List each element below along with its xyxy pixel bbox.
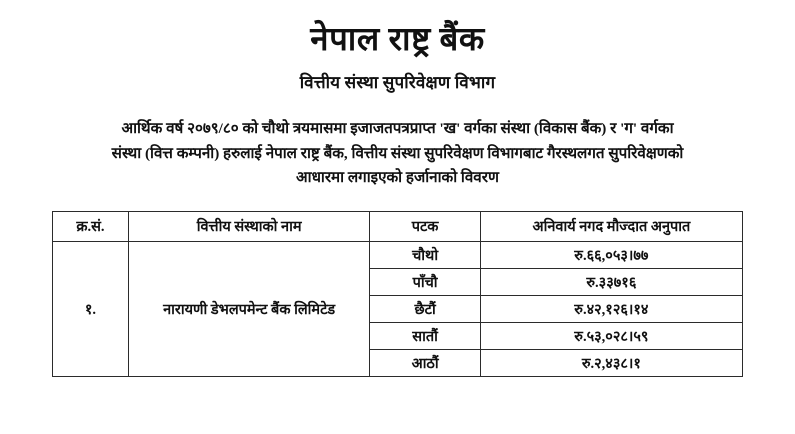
- table-header-row: [53, 211, 743, 241]
- subject-line-3: आधारमा लगाइएको हर्जानाको विवरण: [296, 169, 499, 187]
- column-header-crr: अनिवार्य नगद मौज्दात अनुपात: [480, 211, 742, 241]
- penalty-table-container: [28, 211, 767, 377]
- cell-round: पाँचौ: [370, 268, 480, 295]
- cell-amount: रु.३३७१६: [480, 268, 742, 295]
- column-header-institution: वित्तीय संस्थाको नाम: [128, 211, 370, 241]
- organization-title: नेपाल राष्ट्र बैंक: [310, 22, 485, 58]
- department-title: वित्तीय संस्था सुपरिवेक्षण विभाग: [299, 72, 496, 92]
- cell-round: सातौं: [370, 322, 480, 349]
- cell-amount: रु.४२,१२६।१४: [480, 295, 742, 322]
- column-header-serial: क्र.सं.: [53, 211, 129, 241]
- subject-line-2: संस्था (वित्त कम्पनी) हरुलाई नेपाल राष्ट्र बैंक, वित्तीय संस्था सुपरिवेक्षण विभागबाट गैरस्थलगत सुपरिवेक्षणको: [111, 144, 684, 162]
- penalty-table: [52, 211, 743, 377]
- table-body: [53, 241, 743, 376]
- cell-institution-name: नारायणी डेभलपमेन्ट बैंक लिमिटेड: [128, 241, 370, 376]
- table-row: [53, 241, 743, 268]
- column-header-round: पटक: [370, 211, 480, 241]
- cell-amount: रु.५३,०२८।५९: [480, 322, 742, 349]
- cell-round: आठौं: [370, 349, 480, 376]
- cell-round: चौथो: [370, 241, 480, 268]
- cell-amount: रु.२,४३८।१: [480, 349, 742, 376]
- subject-line-1: आर्थिक वर्ष २०७९/८० को चौथो त्रयमासमा इजाजतपत्रप्राप्त 'ख' वर्गका संस्था (विकास बैंक) र 'ग' वर्गका: [121, 119, 674, 137]
- cell-round: छैटौं: [370, 295, 480, 322]
- subject-paragraph: [28, 117, 767, 191]
- cell-amount: रु.६६,०५३।७७: [480, 241, 742, 268]
- table-header: [53, 211, 743, 241]
- cell-serial-number: १.: [53, 241, 129, 376]
